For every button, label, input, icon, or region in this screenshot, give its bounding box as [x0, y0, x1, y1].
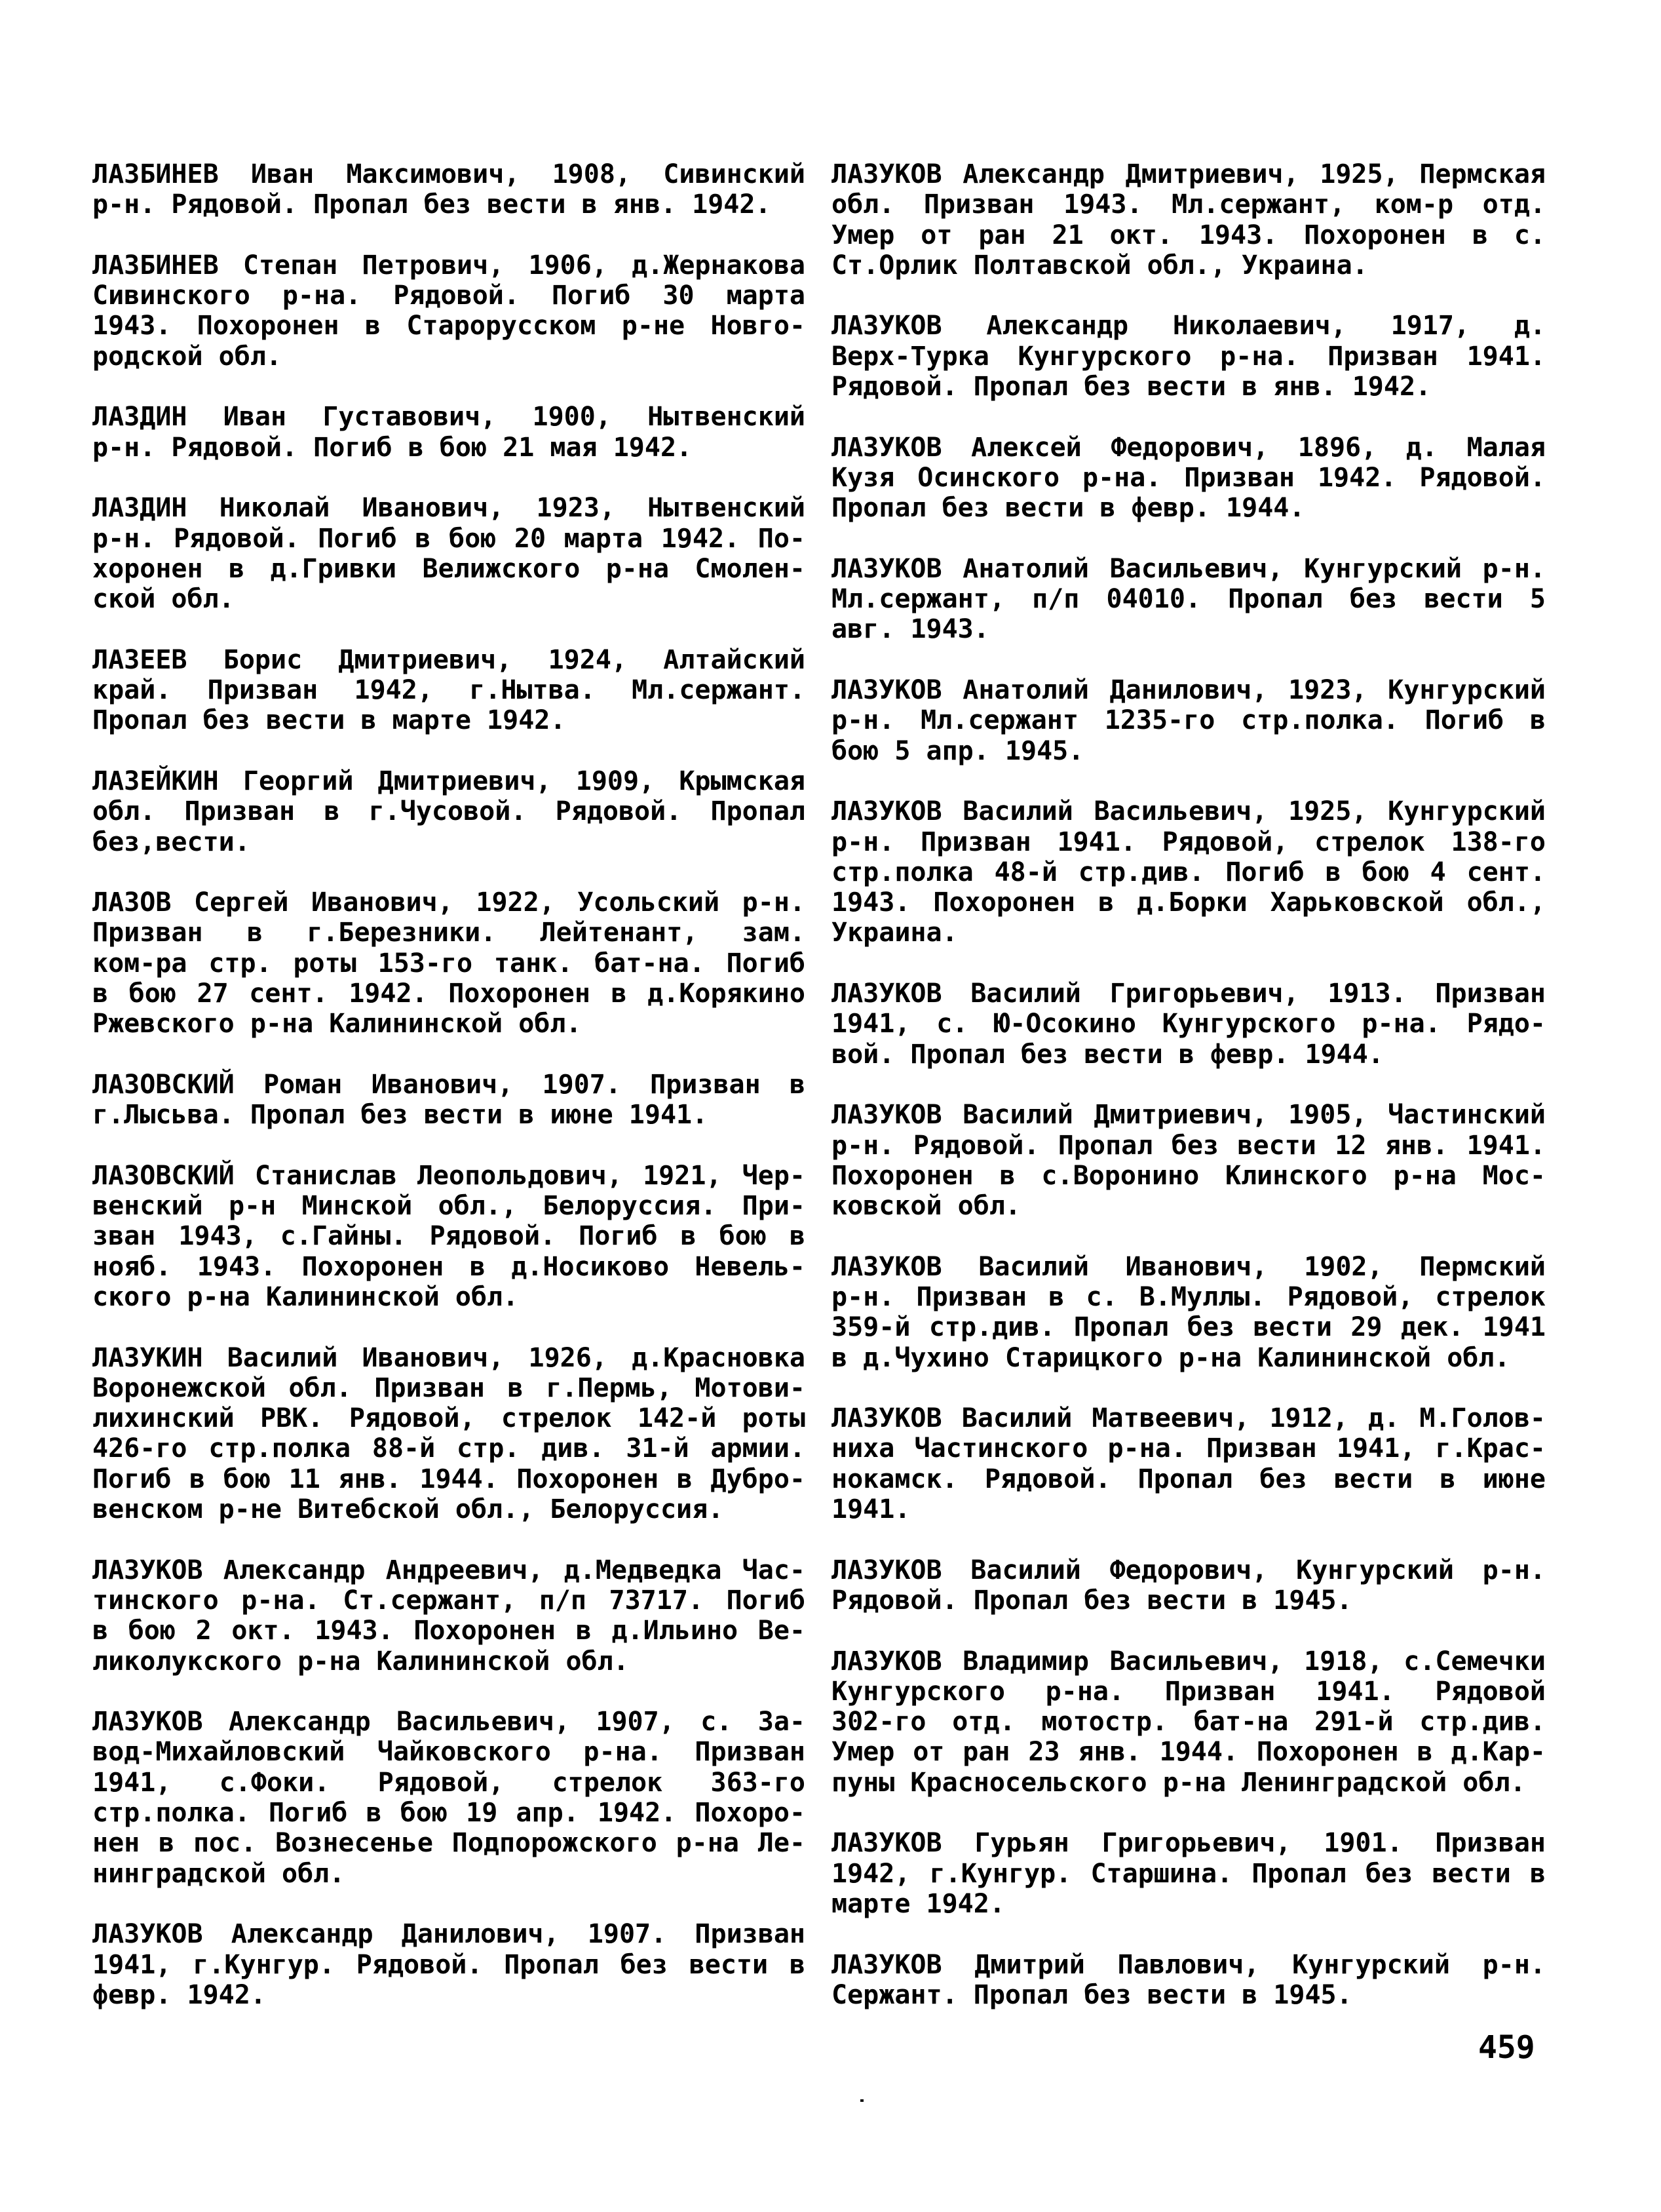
- memorial-entry: [831, 1828, 1546, 1919]
- entry-first-line: ЛАЗУКОВ Анатолий Васильевич, Кунгурский р-н.: [831, 553, 1546, 584]
- entry-line: Сивинского р-на. Рядовой. Погиб 30 марта: [92, 281, 805, 311]
- entry-line: Умер от ран 23 янв. 1944. Похоронен в д.Кар-: [831, 1737, 1546, 1768]
- memorial-entry: [92, 402, 805, 463]
- memorial-entry: [92, 1161, 805, 1312]
- entry-first-line: ЛАЗДИН Николай Иванович, 1923, Нытвенский: [92, 493, 805, 524]
- entry-line: стр.полка 48-й стр.див. Погиб в бою 4 сент.: [831, 857, 1546, 887]
- entry-line: обл. Призван в г.Чусовой. Рядовой. Пропал: [92, 796, 805, 827]
- memorial-entry: [92, 250, 805, 372]
- entry-line: Украина.: [831, 918, 958, 948]
- entry-line: Воронежской обл. Призван в г.Пермь, Мотови-: [92, 1372, 805, 1403]
- entry-line: р-н. Рядовой. Погиб в бою 21 мая 1942.: [92, 432, 693, 463]
- memorial-entry: [92, 1555, 805, 1677]
- entry-line: Кузя Осинского р-на. Призван 1942. Рядовой.: [831, 462, 1546, 493]
- entry-first-line: ЛАЗЕЙКИН Георгий Дмитриевич, 1909, Крымская: [92, 766, 805, 796]
- entry-line: обл. Призван 1943. Мл.сержант, ком-р отд.: [831, 189, 1546, 220]
- entry-line: венском р-не Витебской обл., Белоруссия.: [92, 1494, 724, 1525]
- entry-line: без,вести.: [92, 826, 250, 857]
- memorial-entry: [831, 675, 1546, 766]
- entry-line: в бою 2 окт. 1943. Похоронен в д.Ильино Ве-: [92, 1616, 805, 1646]
- entry-line: 1941.: [831, 1494, 911, 1525]
- entry-line: р-н. Рядовой. Пропал без вести в янв. 1942.: [92, 189, 771, 220]
- left-column: [92, 159, 805, 2040]
- entry-first-line: ЛАЗДИН Иван Густавович, 1900, Нытвенский: [92, 402, 805, 433]
- entry-line: 1943. Похоронен в д.Борки Харьковской обл.,: [831, 887, 1546, 918]
- memorial-entry: [831, 1403, 1546, 1524]
- entry-line: р-н. Рядовой. Пропал без вести 12 янв. 1941.: [831, 1130, 1546, 1161]
- memorial-entry: [92, 887, 805, 1039]
- memorial-entry: [92, 1343, 805, 1525]
- entry-line: Пропал без вести в марте 1942.: [92, 705, 566, 736]
- entry-line: 1943. Похоронен в Старорусском р-не Новго-: [92, 311, 805, 341]
- entry-first-line: ЛАЗУКОВ Василий Матвеевич, 1912, д. М.Голов-: [831, 1403, 1546, 1434]
- entry-first-line: ЛАЗОВСКИЙ Станислав Леопольдович, 1921, Чер-: [92, 1160, 805, 1191]
- entry-line: 1941, г.Кунгур. Рядовой. Пропал без вести в: [92, 1949, 805, 1980]
- entry-first-line: ЛАЗЕЕВ Борис Дмитриевич, 1924, Алтайский: [92, 644, 805, 675]
- entry-line: пуны Красносельского р-на Ленинградской обл.: [831, 1767, 1526, 1798]
- entry-first-line: ЛАЗУКОВ Владимир Васильевич, 1918, с.Семечки: [831, 1646, 1546, 1677]
- entry-line: Кунгурского р-на. Призван 1941. Рядовой: [831, 1676, 1546, 1707]
- memorial-entry: [831, 979, 1546, 1070]
- entry-first-line: ЛАЗУКОВ Василий Григорьевич, 1913. Призван: [831, 979, 1546, 1009]
- entry-line: г.Лысьва. Пропал без вести в июне 1941.: [92, 1100, 708, 1131]
- memorial-entry: [831, 1252, 1546, 1373]
- entry-line: Рядовой. Пропал без вести в янв. 1942.: [831, 372, 1432, 402]
- entry-first-line: ЛАЗУКИН Василий Иванович, 1926, д.Красновка: [92, 1342, 805, 1373]
- memorial-entry: [831, 1646, 1546, 1798]
- entry-line: нен в пос. Вознесенье Подпорожского р-на Ле-: [92, 1828, 805, 1859]
- entry-line: Умер от ран 21 окт. 1943. Похоронен в с.: [831, 220, 1546, 250]
- entry-line: Похоронен в с.Воронино Клинского р-на Мос-: [831, 1160, 1546, 1191]
- entry-first-line: ЛАЗОВСКИЙ Роман Иванович, 1907. Призван в: [92, 1069, 805, 1100]
- entry-line: 1942, г.Кунгур. Старшина. Пропал без вести в: [831, 1858, 1546, 1889]
- entry-line: в д.Чухино Старицкого р-на Калининской обл.: [831, 1342, 1510, 1373]
- entry-line: стр.полка. Погиб в бою 19 апр. 1942. Похоро-: [92, 1798, 805, 1829]
- entry-line: авг. 1943.: [831, 614, 989, 645]
- memorial-entry: [831, 796, 1546, 948]
- entry-first-line: ЛАЗБИНЕВ Степан Петрович, 1906, д.Жернакова: [92, 250, 805, 281]
- memorial-entry: [92, 1919, 805, 2010]
- memorial-entry: [831, 1100, 1546, 1221]
- memorial-entry: [831, 1555, 1546, 1616]
- memorial-entry: [92, 1070, 805, 1131]
- entry-first-line: ЛАЗУКОВ Василий Федорович, Кунгурский р-н.: [831, 1555, 1546, 1585]
- entry-line: родской обл.: [92, 341, 282, 372]
- memorial-entry: [831, 554, 1546, 645]
- memorial-entry: [92, 159, 805, 220]
- entry-line: хоронен в д.Гривки Велижского р-на Смолен-: [92, 553, 805, 584]
- entry-line: Погиб в бою 11 янв. 1944. Похоронен в Дубро-: [92, 1464, 805, 1494]
- entry-line: Призван в г.Березники. Лейтенант, зам.: [92, 918, 805, 948]
- entry-first-line: ЛАЗУКОВ Анатолий Данилович, 1923, Кунгурский: [831, 675, 1546, 706]
- entry-first-line: ЛАЗУКОВ Василий Дмитриевич, 1905, Частинский: [831, 1100, 1546, 1131]
- memorial-entry: [92, 645, 805, 736]
- entry-line: нинградской обл.: [92, 1858, 345, 1889]
- entry-line: тинского р-на. Ст.сержант, п/п 73717. Погиб: [92, 1585, 805, 1616]
- entry-line: Верх-Турка Кунгурского р-на. Призван 1941.: [831, 341, 1546, 372]
- entry-line: Ст.Орлик Полтавской обл., Украина.: [831, 250, 1368, 281]
- memorial-entry: [92, 766, 805, 857]
- entry-first-line: ЛАЗУКОВ Дмитрий Павлович, Кунгурский р-н.: [831, 1949, 1546, 1980]
- entry-line: в бою 27 сент. 1942. Похоронен в д.Корякино: [92, 979, 805, 1009]
- entry-first-line: ЛАЗУКОВ Александр Васильевич, 1907, с. За-: [92, 1707, 805, 1737]
- entry-line: р-н. Призван в с. В.Муллы. Рядовой, стрелок: [831, 1281, 1546, 1312]
- entry-line: февр. 1942.: [92, 1979, 266, 2010]
- entry-line: Сержант. Пропал без вести в 1945.: [831, 1979, 1352, 2010]
- entry-line: вод-Михайловский Чайковского р-на. Призван: [92, 1737, 805, 1768]
- entry-first-line: ЛАЗУКОВ Гурьян Григорьевич, 1901. Призван: [831, 1828, 1546, 1859]
- entry-line: зван 1943, с.Гайны. Рядовой. Погиб в бою в: [92, 1221, 805, 1252]
- memorial-entry: [92, 493, 805, 614]
- entry-line: венский р-н Минской обл., Белоруссия. При-: [92, 1191, 805, 1222]
- entry-line: бою 5 апр. 1945.: [831, 735, 1084, 766]
- entry-line: Рядовой. Пропал без вести в 1945.: [831, 1585, 1352, 1616]
- entry-line: р-н. Мл.сержант 1235-го стр.полка. Погиб в: [831, 705, 1546, 736]
- entry-first-line: ЛАЗУКОВ Александр Данилович, 1907. Призван: [92, 1919, 805, 1950]
- memorial-entry: [92, 1707, 805, 1889]
- entry-line: ком-ра стр. роты 153-го танк. бат-на. Погиб: [92, 948, 805, 979]
- memorial-entry: [831, 1950, 1546, 2011]
- entry-line: вой. Пропал без вести в февр. 1944.: [831, 1039, 1384, 1070]
- entry-line: ликолукского р-на Калининской обл.: [92, 1646, 629, 1677]
- entry-line: марте 1942.: [831, 1888, 1005, 1919]
- entry-first-line: ЛАЗУКОВ Алексей Федорович, 1896, д. Малая: [831, 432, 1546, 463]
- entry-line: 359-й стр.див. Пропал без вести 29 дек. 1941: [831, 1312, 1546, 1343]
- entry-first-line: ЛАЗУКОВ Василий Иванович, 1902, Пермский: [831, 1251, 1546, 1282]
- entry-line: ской обл.: [92, 584, 235, 615]
- page-number: 459: [1478, 2029, 1535, 2066]
- scan-artifact-dot: [860, 2099, 864, 2102]
- entry-first-line: ЛАЗУКОВ Александр Николаевич, 1917, д.: [831, 311, 1546, 341]
- memorial-entry: [831, 433, 1546, 524]
- entry-line: лихинский РВК. Рядовой, стрелок 142-й роты: [92, 1403, 805, 1434]
- entry-line: 302-го отд. мотостр. бат-на 291-й стр.див.: [831, 1707, 1546, 1737]
- entry-line: 426-го стр.полка 88-й стр. див. 31-й армии.: [92, 1433, 805, 1464]
- entry-line: ского р-на Калининской обл.: [92, 1281, 519, 1312]
- entry-line: 1941, с.Фоки. Рядовой, стрелок 363-го: [92, 1767, 805, 1798]
- memorial-entry: [831, 311, 1546, 402]
- entry-line: 1941, с. Ю-Осокино Кунгурского р-на. Рядо-: [831, 1009, 1546, 1039]
- right-column: [831, 159, 1546, 2040]
- entry-first-line: ЛАЗБИНЕВ Иван Максимович, 1908, Сивинский: [92, 159, 805, 189]
- entry-first-line: ЛАЗУКОВ Александр Дмитриевич, 1925, Пермская: [831, 159, 1546, 189]
- entry-line: ниха Частинского р-на. Призван 1941, г.Крас-: [831, 1433, 1546, 1464]
- entry-line: Пропал без вести в февр. 1944.: [831, 493, 1305, 524]
- entry-line: Мл.сержант, п/п 04010. Пропал без вести 5: [831, 584, 1546, 615]
- memorial-entry: [831, 159, 1546, 281]
- entry-line: край. Призван 1942, г.Нытва. Мл.сержант.: [92, 675, 805, 706]
- entry-first-line: ЛАЗУКОВ Василий Васильевич, 1925, Кунгурский: [831, 796, 1546, 827]
- entry-first-line: ЛАЗОВ Сергей Иванович, 1922, Усольский р-н.: [92, 887, 805, 918]
- entry-line: нокамск. Рядовой. Пропал без вести в июне: [831, 1464, 1546, 1494]
- entry-line: нояб. 1943. Похоронен в д.Носиково Невель-: [92, 1251, 805, 1282]
- entry-line: ковской обл.: [831, 1191, 1021, 1222]
- entry-line: р-н. Призван 1941. Рядовой, стрелок 138-го: [831, 826, 1546, 857]
- entry-first-line: ЛАЗУКОВ Александр Андреевич, д.Медведка Час-: [92, 1555, 805, 1585]
- entry-line: Ржевского р-на Калининской обл.: [92, 1009, 582, 1039]
- entry-line: р-н. Рядовой. Погиб в бою 20 марта 1942. По-: [92, 523, 805, 554]
